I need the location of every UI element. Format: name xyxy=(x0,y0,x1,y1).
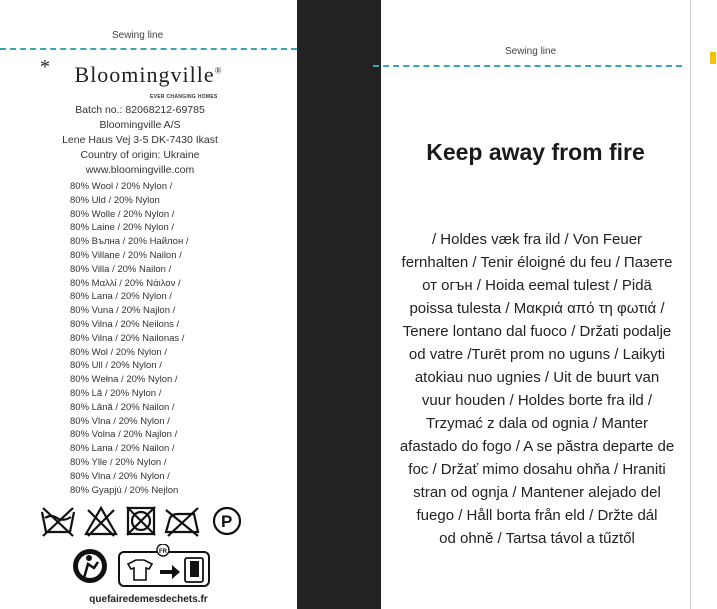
company-info-line: www.bloomingville.com xyxy=(85,164,195,176)
composition-line: 80% Lã / 20% Nylon / xyxy=(70,387,162,399)
composition-line: 80% Wolle / 20% Nylon / xyxy=(70,208,175,220)
composition-line: 80% Ull / 20% Nylon / xyxy=(70,360,162,372)
recycling-icons xyxy=(72,544,212,593)
registered-mark: ® xyxy=(214,65,223,76)
sort-clothing-icon xyxy=(119,544,209,586)
warning-line: foc / Držať mimo dosahu ohňa / Hraniti xyxy=(408,461,666,478)
warning-line: vuur houden / Holdes borte fra ild / xyxy=(421,392,653,409)
triman-icon xyxy=(73,549,107,583)
composition-line: 80% Gyapjú / 20% Nejlon xyxy=(70,484,179,496)
warning-line: atokiau nuo ugnies / Uit de buurt van xyxy=(414,369,660,386)
fire-warning-title: Keep away from fire xyxy=(426,139,645,165)
composition-list xyxy=(70,180,188,497)
company-info-line: Batch no.: 82068212-69785 xyxy=(75,104,205,116)
composition-line: 80% Vilna / 20% Nailonas / xyxy=(70,332,185,344)
composition-line: 80% Vuna / 20% Najlon / xyxy=(70,305,176,317)
composition-line: 80% Wool / 20% Nylon / xyxy=(70,181,173,192)
warning-line: stran od ognja / Mantener alejado del xyxy=(413,484,661,501)
recycle-website: quefairedemesdechets.fr xyxy=(89,594,208,605)
composition-line: 80% Villa / 20% Nailon / xyxy=(70,263,172,275)
edge-marker xyxy=(710,52,716,64)
composition-line: 80% Vlna / 20% Nylon / xyxy=(70,470,170,482)
svg-text:P: P xyxy=(221,512,233,531)
composition-line: 80% Vilna / 20% Neilons / xyxy=(70,318,180,330)
company-info-line: Country of origin: Ukraine xyxy=(80,149,200,161)
sewing-line xyxy=(0,48,297,50)
composition-line: 80% Volna / 20% Najlon / xyxy=(70,429,178,441)
company-info-line: Lene Haus Vej 3-5 DK-7430 Ikast xyxy=(62,134,218,146)
warning-line: od ohně / Tartsa távol a tűztől xyxy=(439,530,635,547)
brand-logo xyxy=(0,56,297,88)
composition-line: 80% Uld / 20% Nylon xyxy=(70,194,160,206)
label-edge xyxy=(690,0,717,609)
composition-line: 80% Ylle / 20% Nylon / xyxy=(70,456,167,468)
composition-line: 80% Wełna / 20% Nylon / xyxy=(70,374,178,386)
brand-tagline: EVER CHANGING HOMES xyxy=(150,94,218,100)
brand-name: Bloomingville xyxy=(74,62,215,87)
company-info xyxy=(0,103,280,178)
warning-line: od vatre /Turēt prom no uguns / Laikyti xyxy=(408,346,666,363)
do-not-tumble-dry-icon xyxy=(127,507,155,535)
warning-line: от огън / Hoida eemal tulest / Pidä xyxy=(422,277,652,294)
sewing-line xyxy=(373,65,682,67)
warning-line: fernhalten / Tenir éloigné du feu / Пазете xyxy=(401,254,673,271)
label-fold-divider xyxy=(297,0,381,609)
company-info-line: Bloomingville A/S xyxy=(99,119,181,131)
composition-line: 80% Wol / 20% Nylon / xyxy=(70,346,167,358)
composition-line: 80% Villane / 20% Nailon / xyxy=(70,249,182,261)
warning-line: fuego / Håll borta från eld / Držte dál xyxy=(416,507,658,524)
warning-line: poissa tulesta / Μακριά από τη φωτιά / xyxy=(409,300,665,317)
warning-line: Trzymać z dala od ognia / Manter xyxy=(425,415,649,432)
do-not-wash-icon xyxy=(42,508,74,536)
right-label-panel xyxy=(381,0,690,609)
composition-line: 80% Μαλλί / 20% Νάιλον / xyxy=(70,277,181,289)
care-icons xyxy=(40,504,245,540)
composition-line: 80% Lana / 20% Nylon / xyxy=(70,291,172,303)
composition-line: 80% Laine / 20% Nylon / xyxy=(70,222,175,234)
sewing-line-label: Sewing line xyxy=(112,30,164,41)
warning-line: / Holdes væk fra ild / Von Feuer xyxy=(431,231,643,248)
composition-line: 80% Lana / 20% Nailon / xyxy=(70,443,175,455)
dry-clean-p-icon xyxy=(214,508,240,534)
do-not-iron-icon xyxy=(166,508,198,536)
sewing-line-label: Sewing line xyxy=(505,46,557,57)
left-label-panel xyxy=(0,0,297,609)
composition-line: 80% Vlna / 20% Nylon / xyxy=(70,415,170,427)
warning-line: afastado do fogo / A se păstra departe de xyxy=(399,438,675,455)
warning-line: Tenere lontano dal fuoco / Držati podalje xyxy=(402,323,672,340)
composition-line: 80% Lână / 20% Nailon / xyxy=(70,401,175,413)
brand-star-icon: * xyxy=(40,56,51,78)
do-not-bleach-icon xyxy=(86,508,116,536)
fire-warning-translations xyxy=(387,228,687,550)
recycle-badge: FR xyxy=(159,549,167,555)
composition-line: 80% Вълна / 20% Найлон / xyxy=(70,236,189,248)
